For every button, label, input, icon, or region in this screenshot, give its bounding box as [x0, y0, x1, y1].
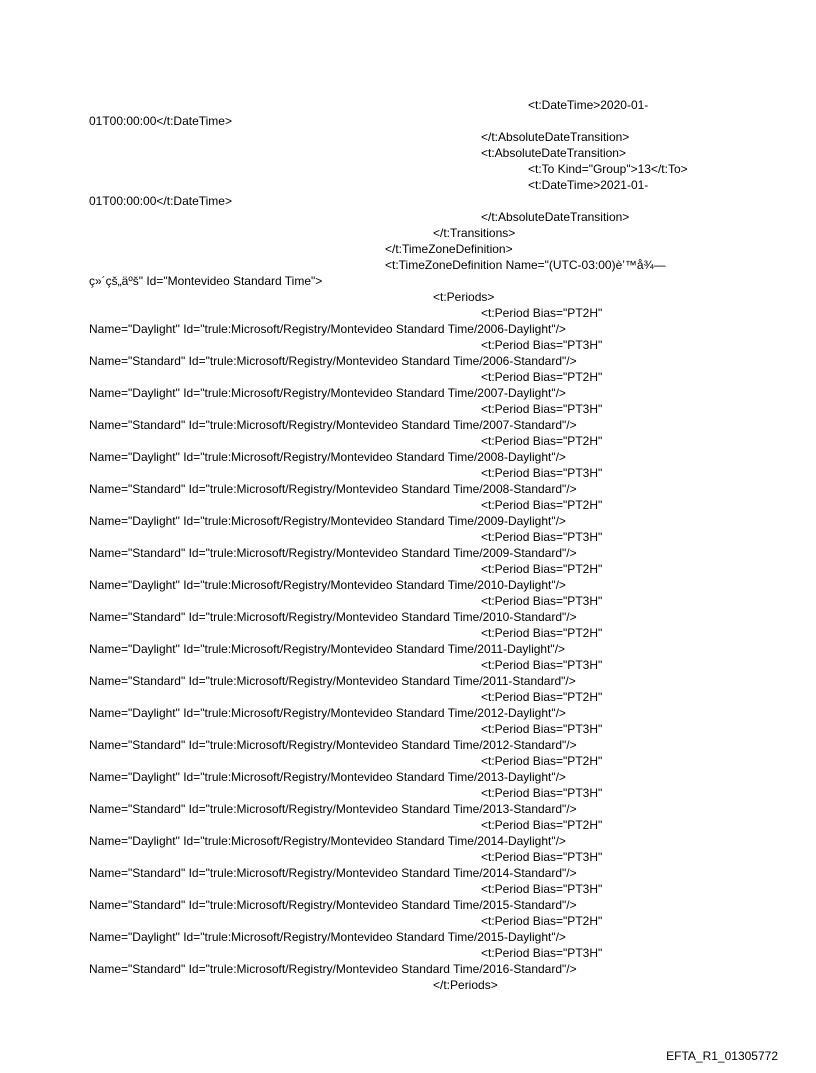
text-line: <t:Period Bias="PT3H"	[481, 658, 603, 672]
text-line: Name="Daylight" Id="trule:Microsoft/Registry/Montevideo Standard Time/2013-Daylight"/>	[89, 770, 566, 784]
text-line: <t:Period Bias="PT3H"	[481, 594, 603, 608]
text-line: Name="Standard" Id="trule:Microsoft/Registry/Montevideo Standard Time/2010-Standard"/>	[89, 610, 577, 624]
text-line: </t:Transitions>	[433, 226, 516, 240]
text-line: Name="Standard" Id="trule:Microsoft/Registry/Montevideo Standard Time/2016-Standard"/>	[89, 962, 577, 976]
text-line: <t:To Kind="Group">13</t:To>	[528, 162, 688, 176]
text-line: <t:Period Bias="PT3H"	[481, 338, 603, 352]
text-line: Name="Daylight" Id="trule:Microsoft/Registry/Montevideo Standard Time/2006-Daylight"/>	[89, 322, 566, 336]
text-line: <t:AbsoluteDateTransition>	[481, 146, 626, 160]
text-line: <t:Period Bias="PT2H"	[481, 818, 603, 832]
text-line: Name="Daylight" Id="trule:Microsoft/Registry/Montevideo Standard Time/2012-Daylight"/>	[89, 706, 566, 720]
text-line: <t:Period Bias="PT2H"	[481, 306, 603, 320]
text-line: Name="Daylight" Id="trule:Microsoft/Registry/Montevideo Standard Time/2015-Daylight"/>	[89, 930, 566, 944]
text-line: </t:TimeZoneDefinition>	[385, 242, 513, 256]
text-line: <t:Period Bias="PT3H"	[481, 850, 603, 864]
text-line: Name="Standard" Id="trule:Microsoft/Registry/Montevideo Standard Time/2013-Standard"/>	[89, 802, 577, 816]
text-line: 01T00:00:00</t:DateTime>	[89, 114, 232, 128]
text-line: Name="Standard" Id="trule:Microsoft/Registry/Montevideo Standard Time/2007-Standard"/>	[89, 418, 577, 432]
text-line: Name="Standard" Id="trule:Microsoft/Registry/Montevideo Standard Time/2009-Standard"/>	[89, 546, 577, 560]
text-line: <t:Period Bias="PT3H"	[481, 882, 603, 896]
text-line: </t:AbsoluteDateTransition>	[481, 210, 630, 224]
text-line: Name="Daylight" Id="trule:Microsoft/Registry/Montevideo Standard Time/2010-Daylight"/>	[89, 578, 566, 592]
text-line: <t:Period Bias="PT3H"	[481, 466, 603, 480]
document-id-footer: EFTA_R1_01305772	[666, 1049, 778, 1063]
text-line: Name="Daylight" Id="trule:Microsoft/Registry/Montevideo Standard Time/2008-Daylight"/>	[89, 450, 566, 464]
text-line: <t:Period Bias="PT2H"	[481, 754, 603, 768]
text-line: <t:Period Bias="PT2H"	[481, 370, 603, 384]
text-line: <t:Period Bias="PT3H"	[481, 786, 603, 800]
text-line: Name="Standard" Id="trule:Microsoft/Registry/Montevideo Standard Time/2014-Standard"/>	[89, 866, 577, 880]
text-line: <t:Period Bias="PT2H"	[481, 914, 603, 928]
text-line: </t:AbsoluteDateTransition>	[481, 130, 630, 144]
text-line: Name="Standard" Id="trule:Microsoft/Registry/Montevideo Standard Time/2006-Standard"/>	[89, 354, 577, 368]
text-line: <t:Period Bias="PT2H"	[481, 690, 603, 704]
text-line: <t:Period Bias="PT3H"	[481, 402, 603, 416]
text-line: Name="Daylight" Id="trule:Microsoft/Registry/Montevideo Standard Time/2014-Daylight"/>	[89, 834, 566, 848]
text-line: 01T00:00:00</t:DateTime>	[89, 194, 232, 208]
text-line: ç»´çš„äºš" Id="Montevideo Standard Time">	[89, 274, 323, 288]
text-line: <t:Period Bias="PT2H"	[481, 434, 603, 448]
text-line: Name="Daylight" Id="trule:Microsoft/Registry/Montevideo Standard Time/2009-Daylight"/>	[89, 514, 566, 528]
text-line: Name="Standard" Id="trule:Microsoft/Registry/Montevideo Standard Time/2008-Standard"/>	[89, 482, 577, 496]
text-line: Name="Standard" Id="trule:Microsoft/Registry/Montevideo Standard Time/2015-Standard"/>	[89, 898, 577, 912]
text-line: <t:Period Bias="PT3H"	[481, 530, 603, 544]
text-line: <t:DateTime>2021-01-	[528, 178, 649, 192]
text-line: <t:Period Bias="PT2H"	[481, 498, 603, 512]
text-line: <t:Period Bias="PT3H"	[481, 946, 603, 960]
text-line: <t:DateTime>2020-01-	[528, 98, 649, 112]
text-line: <t:Period Bias="PT3H"	[481, 722, 603, 736]
text-line: Name="Standard" Id="trule:Microsoft/Registry/Montevideo Standard Time/2011-Standard"/>	[89, 674, 576, 688]
text-line: <t:Period Bias="PT2H"	[481, 562, 603, 576]
text-line: Name="Standard" Id="trule:Microsoft/Registry/Montevideo Standard Time/2012-Standard"/>	[89, 738, 577, 752]
text-line: </t:Periods>	[433, 978, 498, 992]
text-line: Name="Daylight" Id="trule:Microsoft/Registry/Montevideo Standard Time/2011-Daylight"/>	[89, 642, 566, 656]
text-line: <t:Periods>	[433, 290, 495, 304]
text-line: <t:Period Bias="PT2H"	[481, 626, 603, 640]
text-line: Name="Daylight" Id="trule:Microsoft/Registry/Montevideo Standard Time/2007-Daylight"/>	[89, 386, 566, 400]
text-line: <t:TimeZoneDefinition Name="(UTC-03:00)è’™å¾—	[385, 258, 666, 272]
